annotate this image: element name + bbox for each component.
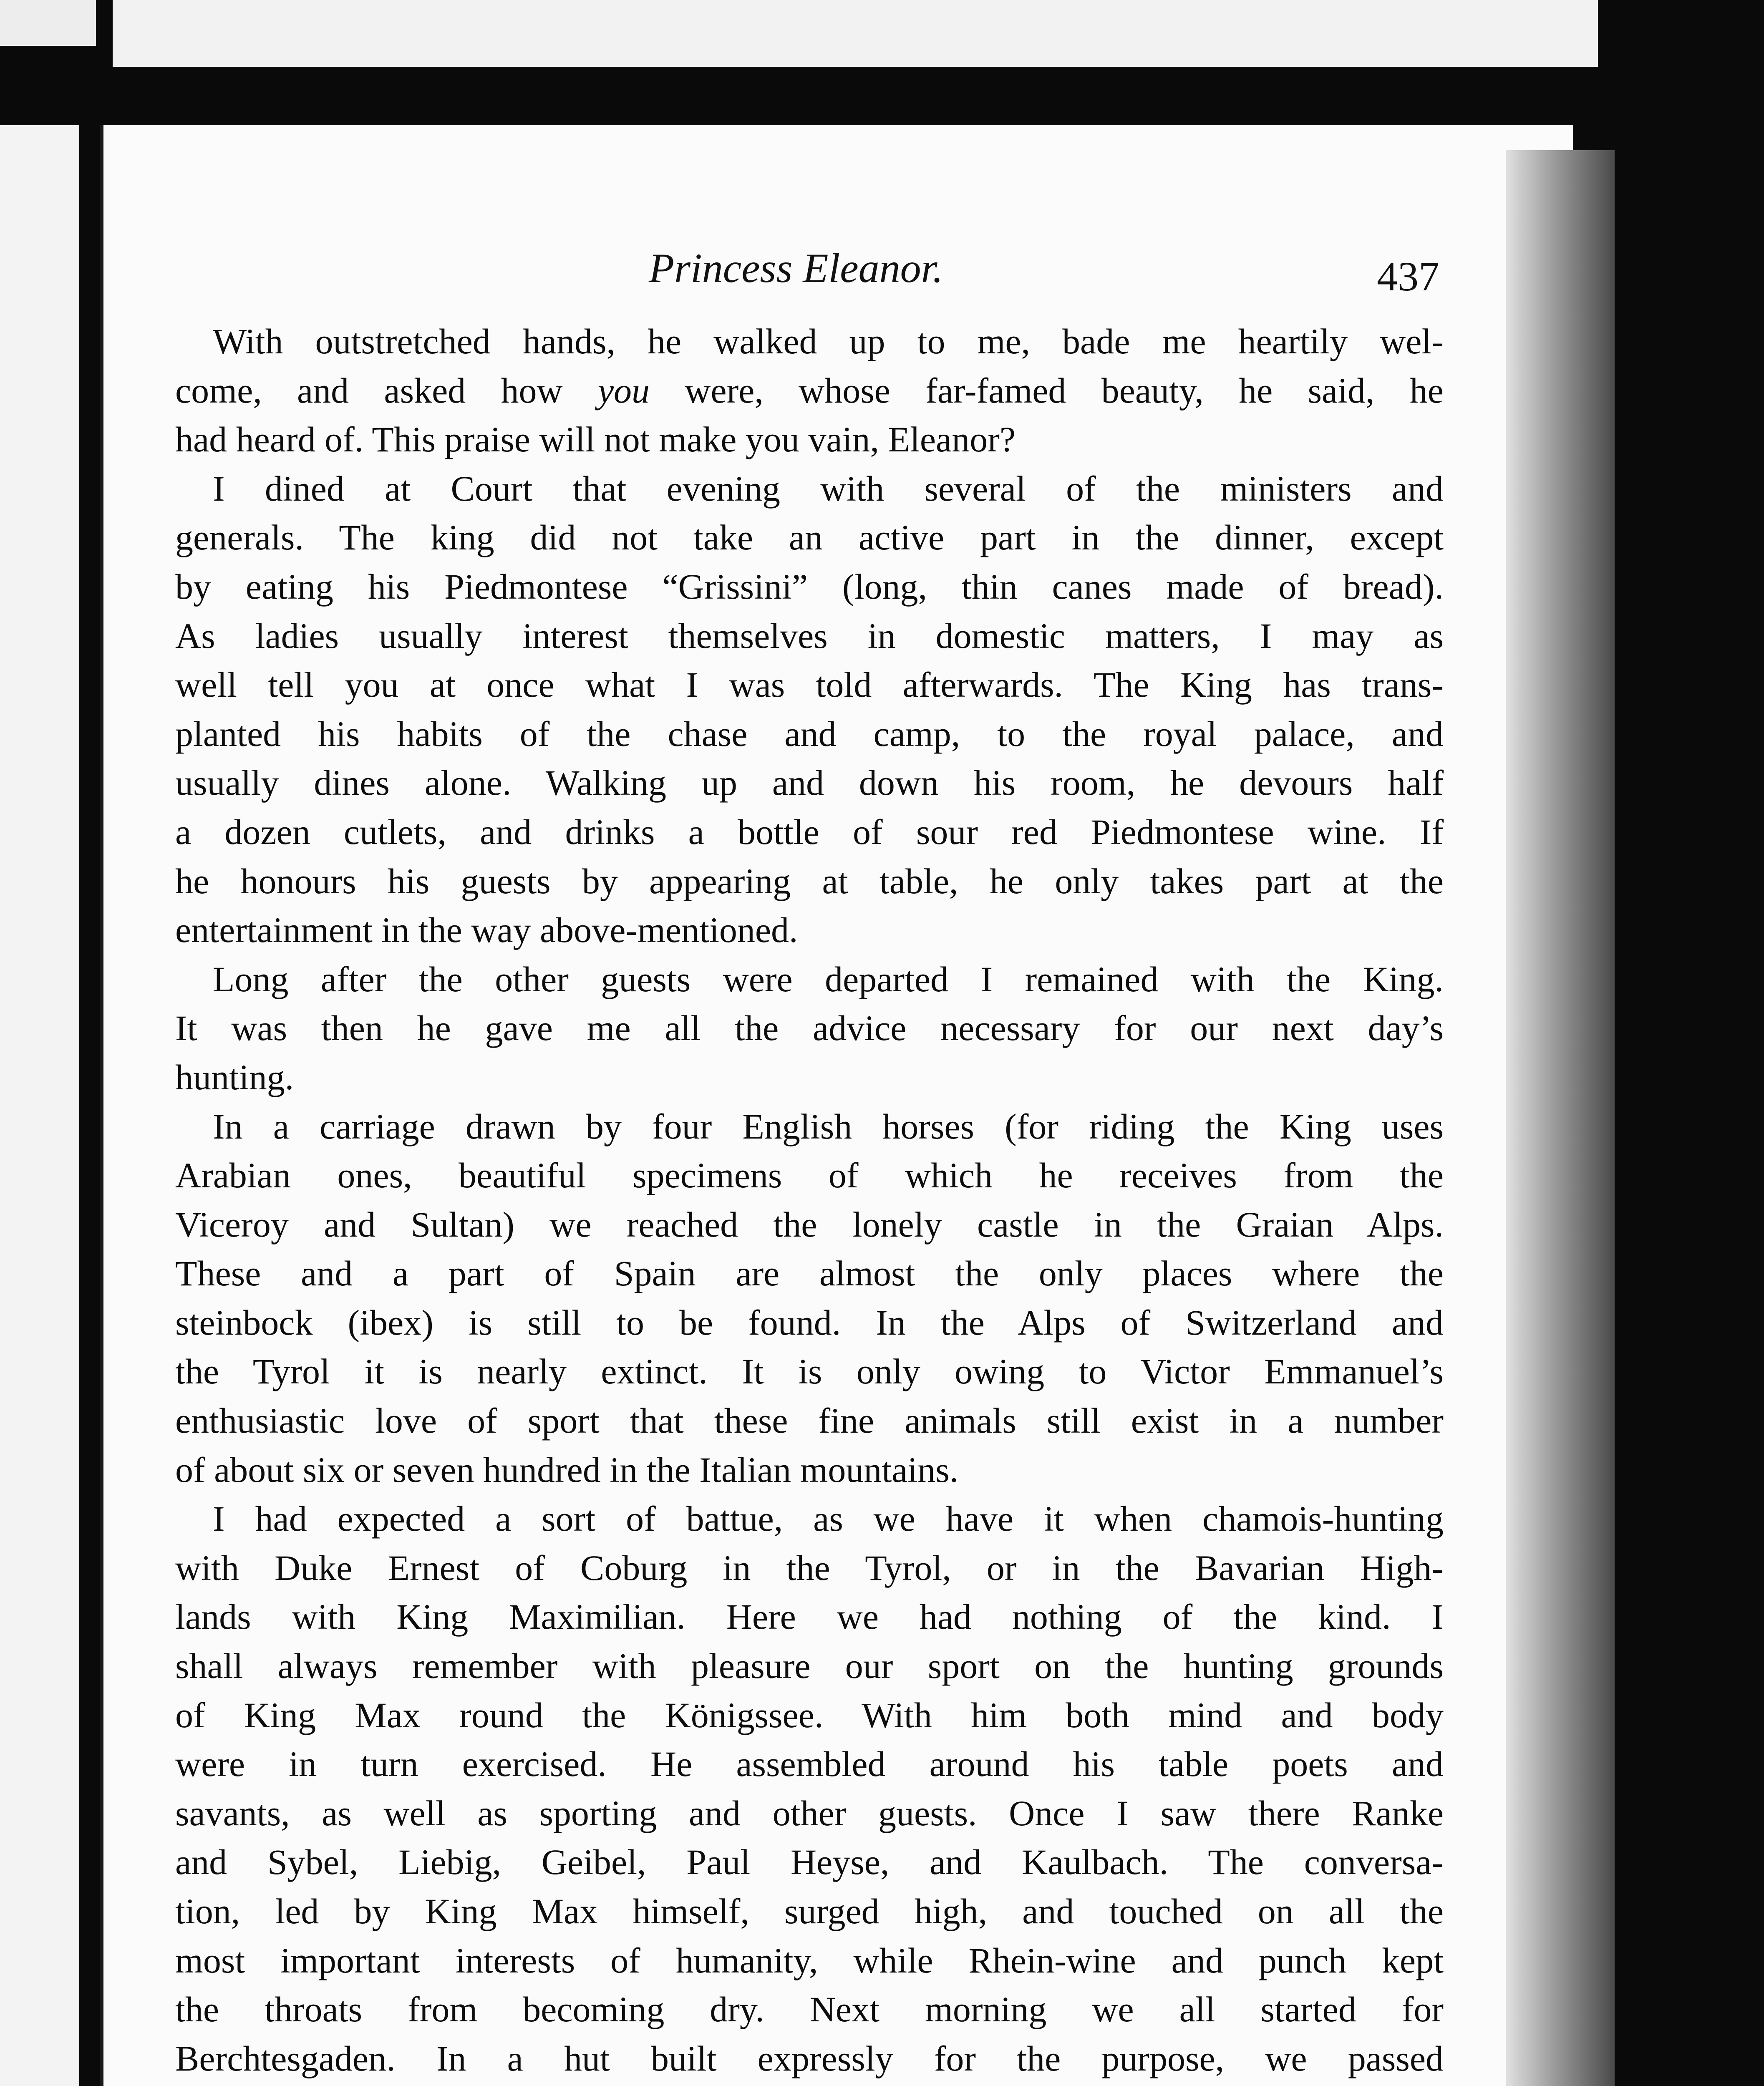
text-line: steinbock (ibex) is still to be found. In the Alps of Switzerland and	[175, 1302, 1444, 1343]
text-line: enthusiastic love of sport that these fine animals still exist in a number	[175, 1401, 1444, 1441]
text-line: tion, led by King Max himself, surged high, and touched on all the	[175, 1891, 1444, 1931]
previous-page-corner	[0, 0, 96, 46]
text-line: a dozen cutlets, and drinks a bottle of sour red Piedmontese wine. If	[175, 811, 1444, 852]
text-line: I dined at Court that evening with several of the ministers and	[213, 468, 1444, 509]
running-header: Princess Eleanor.	[649, 245, 943, 291]
text-line: In a carriage drawn by four English horses (for riding the King uses	[213, 1106, 1444, 1146]
text-line: Viceroy and Sultan) we reached the lonely castle in the Graian Alps.	[175, 1204, 1444, 1245]
text-line: had heard of. This praise will not make you vain, Eleanor?	[175, 419, 1016, 460]
text-line: planted his habits of the chase and camp, to the royal palace, and	[175, 713, 1444, 754]
text-line: were in turn exercised. He assembled around his table poets and	[175, 1744, 1444, 1784]
text-line: of about six or seven hundred in the Italian mountains.	[175, 1449, 959, 1490]
text-line: most important interests of humanity, while Rhein-wine and punch kept	[175, 1940, 1444, 1980]
text-line: generals. The king did not take an active part in the dinner, except	[175, 517, 1444, 558]
text-line: the throats from becoming dry. Next morning we all started for	[175, 1989, 1444, 2030]
text-line: These and a part of Spain are almost the only places where the	[175, 1253, 1444, 1294]
text-line: Arabian ones, beautiful specimens of which he receives from the	[175, 1155, 1444, 1196]
text-line: With outstretched hands, he walked up to me, bade me heartily wel-	[213, 321, 1444, 361]
text-line: hunting.	[175, 1057, 294, 1097]
text-line	[175, 2083, 1444, 2086]
text-line: lands with King Maximilian. Here we had nothing of the kind. I	[175, 1597, 1444, 1637]
text-line: As ladies usually interest themselves in domestic matters, I may as	[175, 615, 1444, 656]
text-line: I had expected a sort of battue, as we have it when chamois-hunting	[213, 1499, 1444, 1539]
text-line: he honours his guests by appearing at table, he only takes part at the	[175, 861, 1444, 901]
text-line: entertainment in the way above-mentioned.	[175, 910, 798, 950]
text-line: of King Max round the Königssee. With him both mind and body	[175, 1695, 1444, 1735]
text-line	[175, 366, 1444, 416]
left-page-stack	[0, 125, 79, 2086]
page-fore-edge	[1506, 150, 1615, 2086]
text-run: come, and asked how	[175, 370, 598, 411]
text-line: Long after the other guests were departed I remained with the King.	[213, 959, 1444, 999]
text-line: with Duke Ernest of Coburg in the Tyrol, or in the Bavarian High-	[175, 1547, 1444, 1588]
page-number: 437	[1377, 253, 1439, 300]
text-run: were, whose far-famed beauty, he said, he	[650, 370, 1444, 411]
text-line: the Tyrol it is nearly extinct. It is only owing to Victor Emmanuel’s	[175, 1351, 1444, 1392]
body-text	[175, 317, 1444, 2086]
text-line: well tell you at once what I was told afterwards. The King has trans-	[175, 665, 1444, 705]
text-line: Berchtesgaden. In a hut built expressly for the purpose, we passed	[175, 2038, 1444, 2078]
text-line: usually dines alone. Walking up and down his room, he devours half	[175, 763, 1444, 803]
text-line: It was then he gave me all the advice necessary for our next day’s	[175, 1008, 1444, 1048]
previous-page-edge	[113, 0, 1598, 67]
text-line: savants, as well as sporting and other guests. Once I saw there Ranke	[175, 1793, 1444, 1833]
emphasis-run: you	[597, 370, 650, 411]
text-line: by eating his Piedmontese “Grissini” (long, thin canes made of bread).	[175, 566, 1444, 607]
text-line: and Sybel, Liebig, Geibel, Paul Heyse, and Kaulbach. The conversa-	[175, 1842, 1444, 1882]
text-line: shall always remember with pleasure our sport on the hunting grounds	[175, 1646, 1444, 1686]
